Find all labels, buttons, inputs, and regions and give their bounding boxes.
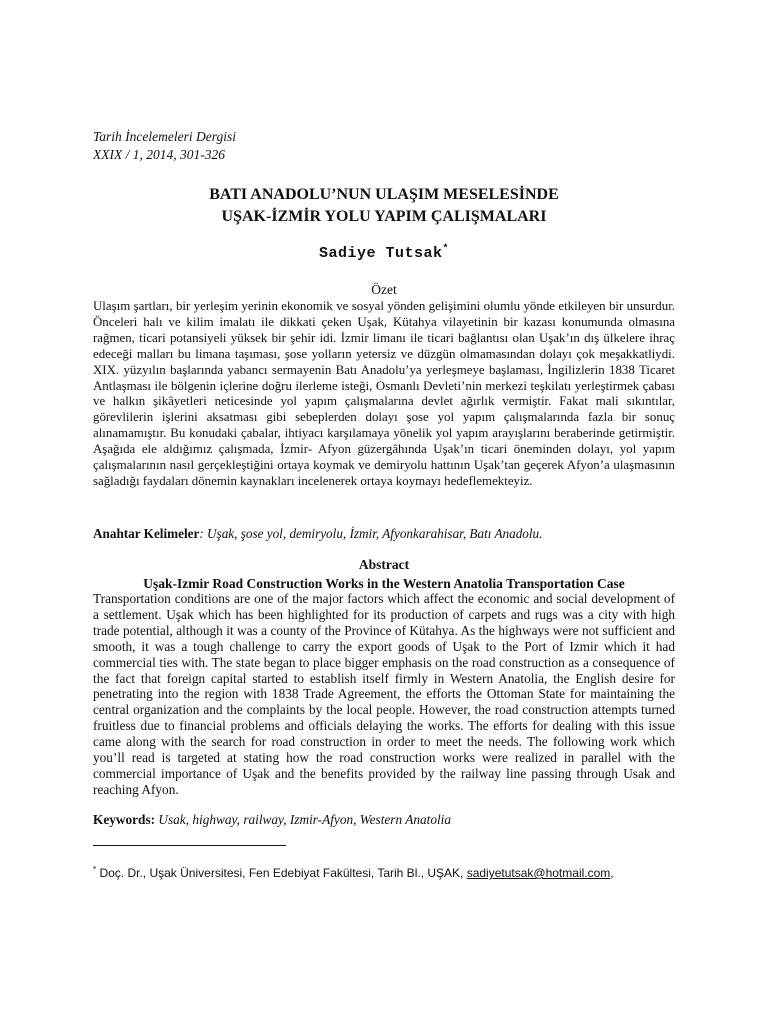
journal-name: Tarih İncelemeleri Dergisi xyxy=(93,129,236,144)
abstract-heading: Abstract xyxy=(358,557,410,572)
turkish-keywords-label: Anahtar Kelimeler xyxy=(93,526,200,541)
footnote-divider xyxy=(93,845,286,846)
author-name: Sadiye Tutsak xyxy=(318,245,443,262)
article-title xyxy=(93,184,675,228)
journal-issue: XXIX / 1, 2014, 301-326 xyxy=(93,147,225,162)
turkish-keywords xyxy=(93,525,675,542)
turkish-keywords-values: : Uşak, şose yol, demiryolu, İzmir, Afyonkarahisar, Batı Anadolu. xyxy=(199,526,543,541)
footnote xyxy=(93,862,693,881)
ozet-body: Ulaşım şartları, bir yerleşim yerinin ekonomik ve sosyal yönden gelişimini olumlu yönde etkileyen bir unsurdur. Önceleri halı ve kilim imalatı ile dikkati çeken Uşak, Kütahya vilayetinin bir kazası konumunda olmasına rağmen, ticari potansiyeli yüksek bir şehir idi. İzmir limanı ile ticari bağlantısı olan Uşak’ın dış ülkelere ihraç edeceği malları bu limana taşıması, şose yolların yetersiz ve düzgün olmamasından dolayı çok meşakkatliydi. XIX. yüzyılın başlarında yabancı sermayenin Batı Anadolu’ya yerleşmeye başlaması, İngilizlerin 1838 Ticaret Antlaşması ile bölgenin içlerine doğru ilerleme isteği, Osmanlı Devleti’nin merkezi teşkilatı yerleştirmek çabası ve halkın şikâyetleri neticesinde yol yapım çalışmalarına devlet ağırlık vermiştir. Fakat mali sıkıntılar, görevlilerin işlerini aksatması gibi sebeplerden dolayı şose yol yapım çalışmalarında fazla bir sonuç alınamamıştır. Bu konudaki çabalar, ihtiyacı karşılamaya yönelik yol yapım arayışlarını beraberinde getirmiştir. Aşağıda ele aldığımız çalışmada, İzmir- Afyon güzergâhında Uşak’ın ticari öneminden dolayı, yol yapım çalışmalarının nasıl gerçekleştiğini ortaya koymak ve demiryolu hattının Uşak’tan geçerek Afyon’a ulaşmasının sağladığı faydaları dönemin kaynakları incelenerek ortaya koymayı hedeflemekteyiz. xyxy=(93,299,675,488)
abstract-subtitle: Uşak-Izmir Road Construction Works in the Western Anatolia Transportation Case xyxy=(143,576,625,591)
english-keywords xyxy=(93,811,675,828)
author-email-link[interactable]: sadiyetutsak@hotmail.com xyxy=(466,866,611,880)
footnote-trail: , xyxy=(610,866,614,880)
title-line-2: UŞAK-İZMİR YOLU YAPIM ÇALIŞMALARI xyxy=(221,208,547,225)
footnote-text: Doç. Dr., Uşak Üniversitesi, Fen Edebiyat Fakültesi, Tarih Bl., UŞAK, xyxy=(96,866,467,880)
ozet-heading: Özet xyxy=(371,282,397,297)
english-keywords-label: Keywords: xyxy=(93,812,156,827)
footnote-mark: * xyxy=(93,865,97,874)
english-keywords-values: Usak, highway, railway, Izmir-Afyon, Western Anatolia xyxy=(155,812,451,827)
journal-info xyxy=(93,128,236,164)
abstract-body: Transportation conditions are one of the major factors which affect the economic and social development of a settlement. Uşak which has been highlighted for its production of carpets and rugs was a city with high trade potential, although it was a county of the Province of Kütahya. As the highways were not sufficient and smooth, it was a tough challenge to carry the export goods of Uşak to the Port of Izmir which it had commercial ties with. The state began to place bigger emphasis on the road construction as a consequence of the fact that foreign capital started to establish itself firmly in Western Anatolia, the English desire for penetrating into the region with 1838 Trade Agreement, the efforts the Ottoman State for maintaining the central organization and the complaints by the local people. However, the road construction attempts turned fruitless due to financial problems and officials delaying the works. The efforts for dealing with this issue came along with the search for road construction in order to meet the needs. The following work which you’ll read is targeted at stating how the road construction works were realized in parallel with the commercial importance of Uşak and the benefits provided by the railway line passing through Usak and reaching Afyon. xyxy=(93,591,675,797)
author xyxy=(93,244,675,262)
title-line-1: BATI ANADOLU’NUN ULAŞIM MESELESİNDE xyxy=(209,186,559,203)
author-footnote-mark: * xyxy=(442,244,450,255)
